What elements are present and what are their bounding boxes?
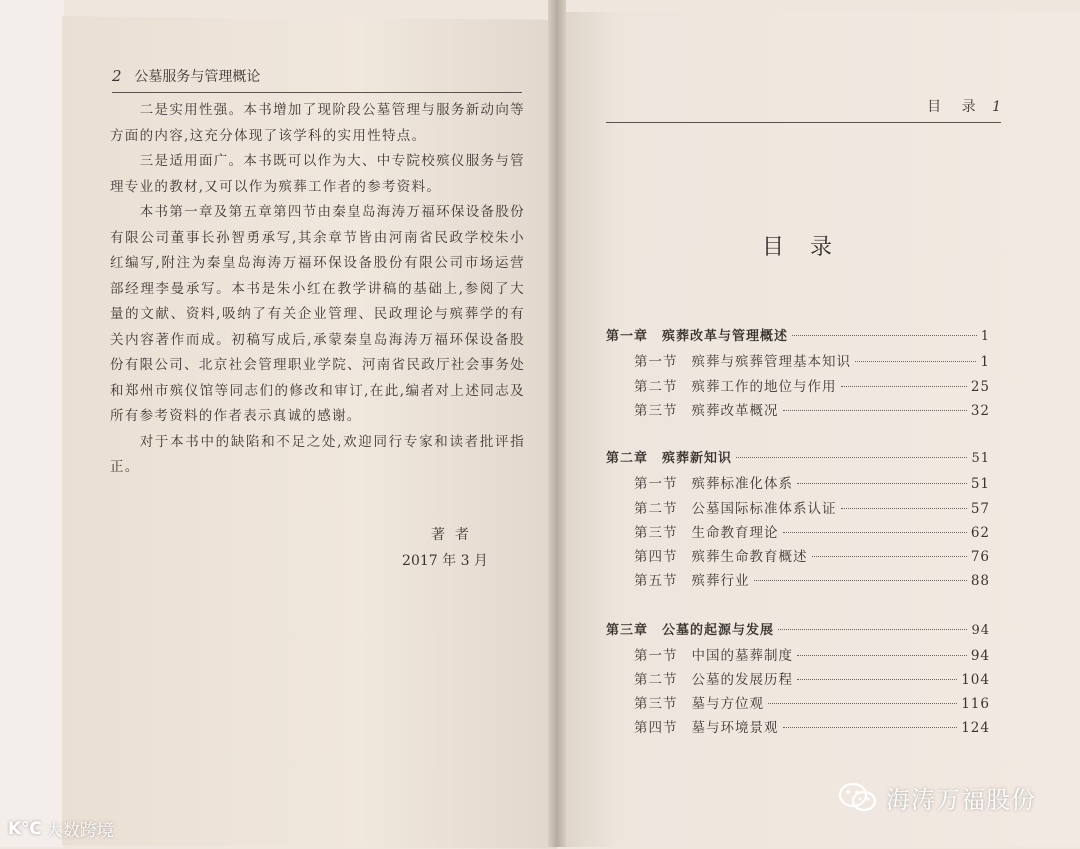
toc-leader-dots: [797, 483, 967, 484]
toc-section-row: [634, 521, 990, 543]
toc-label: 第一章: [606, 329, 649, 344]
toc-leader-dots: [783, 410, 967, 411]
toc-label: 第二章: [606, 451, 649, 466]
toc-entry-title: 公墓国际标准体系认证: [691, 501, 837, 517]
paragraph-4: 对于本书中的缺陷和不足之处,欢迎同行专家和读者批评指正。: [110, 433, 525, 475]
toc-entry-title: 殡葬工作的地位与作用: [691, 379, 837, 395]
toc-page-number: 76: [970, 549, 990, 565]
toc-section-row: [634, 375, 990, 397]
toc-label: 第三节: [634, 525, 678, 541]
toc-section-row: [634, 399, 990, 421]
right-page-number: 1: [992, 99, 1001, 115]
toc-leader-dots: [783, 727, 958, 728]
toc-label: 第一节: [634, 476, 678, 492]
toc-label: 第一节: [634, 354, 678, 370]
toc-leader-dots: [778, 629, 967, 630]
toc-section-row: [634, 668, 990, 690]
toc-label: 第三节: [634, 696, 678, 712]
left-running-title: 公墓服务与管理概论: [134, 69, 261, 85]
toc-label: 第二节: [634, 672, 678, 688]
toc-chapter-row: [606, 325, 990, 347]
toc-label: 第三节: [634, 403, 678, 419]
watermark-left: [8, 816, 114, 841]
toc-section-row: [634, 644, 990, 666]
toc-leader-dots: [812, 556, 967, 557]
toc-section-row: [634, 545, 990, 567]
toc-label: 第四节: [634, 720, 678, 736]
date-line: 2017 年 3 月: [402, 553, 488, 569]
toc-section-row: [634, 497, 990, 519]
toc-section-row: [634, 692, 990, 714]
toc-leader-dots: [797, 679, 957, 680]
toc-label: 第五节: [634, 573, 678, 589]
toc-page-number: 94: [970, 648, 990, 664]
toc-label: 第四节: [634, 549, 678, 565]
toc-page-number: 124: [961, 720, 990, 736]
left-page-number: 2: [112, 67, 122, 85]
toc-title: 目录: [761, 235, 858, 260]
toc-page-number: 62: [970, 525, 990, 541]
toc-entry-title: 墓与环境景观: [691, 720, 779, 736]
toc-page-number: 51: [970, 476, 990, 492]
toc-label: 第三章: [606, 623, 649, 638]
toc-label: 第二节: [634, 501, 678, 517]
preface-body: [110, 98, 525, 481]
toc-entry-title: 公墓的起源与发展: [662, 623, 775, 638]
right-running-title: 目 录: [927, 99, 984, 115]
toc-page-number: 1: [980, 354, 990, 370]
toc-section-row: [634, 716, 990, 738]
toc-section-row: [634, 569, 990, 591]
left-running-header: [112, 66, 522, 93]
toc-entry-title: 中国的墓葬制度: [691, 648, 793, 664]
toc-entry-title: 生命教育理论: [691, 525, 779, 541]
wechat-icon: [838, 782, 878, 814]
toc-leader-dots: [841, 386, 967, 387]
toc-page-number: 25: [970, 379, 990, 395]
toc-page-number: 104: [961, 672, 990, 688]
toc-label: 第一节: [634, 648, 678, 664]
watermark-left-text: 大数跨境: [45, 821, 114, 841]
watermark-left-logo: K℃: [8, 818, 42, 839]
toc-leader-dots: [736, 457, 967, 458]
toc-entry-title: 墓与方位观: [691, 696, 764, 712]
toc-chapter-row: [606, 447, 990, 469]
toc-leader-dots: [754, 580, 967, 581]
toc-page-number: 94: [971, 623, 990, 638]
toc-label: 第二节: [634, 379, 678, 395]
paragraph-3: 本书第一章及第五章第四节由秦皇岛海涛万福环保设备股份有限公司董事长孙智勇承写,其余章节皆由河南省民政学校朱小红编写,附注为秦皇岛海涛万福环保设备股份有限公司市场运营部经理李曼承写。本书是朱小红在教学讲稿的基础上,参阅了大量的文献、资料,吸纳了有关企业管理、民政理论与殡葬学的有关内容著作而成。初稿写成后,承蒙秦皇岛海涛万福环保设备股份有限公司、北京社会管理职业学院、河南省民政厅社会事务处和郑州市殡仪馆等同志们的修改和审订,在此,编者对上述同志及所有参考资料的作者表示真诚的感谢。: [110, 204, 525, 424]
toc-page-number: 88: [970, 573, 990, 589]
right-running-header: [606, 96, 1001, 123]
toc-entry-title: 殡葬标准化体系: [691, 476, 793, 492]
toc-page-number: 32: [970, 403, 990, 419]
toc-entry-title: 殡葬生命教育概述: [691, 549, 808, 565]
toc-entry-title: 殡葬与殡葬管理基本知识: [691, 354, 851, 370]
toc-page-number: 51: [971, 451, 990, 466]
signature-block: [390, 522, 500, 574]
author-line: 著者: [431, 527, 479, 543]
toc-entry-title: 殡葬改革与管理概述: [662, 329, 789, 344]
toc-page-number: 1: [980, 329, 990, 344]
toc-leader-dots: [841, 508, 967, 509]
toc-leader-dots: [768, 703, 957, 704]
paragraph-1: 二是实用性强。本书增加了现阶段公墓管理与服务新动向等方面的内容,这充分体现了该学科的实用性特点。: [110, 102, 525, 144]
toc-page-number: 57: [970, 501, 990, 517]
toc-page-number: 116: [961, 696, 990, 712]
toc-entry-title: 殡葬新知识: [662, 451, 733, 466]
toc-entry-title: 殡葬改革概况: [691, 403, 779, 419]
watermark-right-text: 海涛万福股份: [886, 786, 1036, 814]
toc-chapter-row: [606, 619, 990, 641]
toc-leader-dots: [855, 361, 976, 362]
toc-section-row: [634, 350, 990, 372]
paragraph-2: 三是适用面广。本书既可以作为大、中专院校殡仪服务与管理专业的教材,又可以作为殡葬工作者的参考资料。: [110, 153, 525, 195]
toc-leader-dots: [783, 532, 967, 533]
toc-leader-dots: [797, 655, 967, 656]
watermark-right: [838, 780, 1036, 815]
toc-entry-title: 公墓的发展历程: [691, 672, 793, 688]
book-spine: [548, 0, 566, 847]
toc-leader-dots: [792, 335, 977, 336]
background-left: [0, 0, 64, 847]
toc-entry-title: 殡葬行业: [691, 573, 750, 589]
toc-section-row: [634, 472, 990, 494]
